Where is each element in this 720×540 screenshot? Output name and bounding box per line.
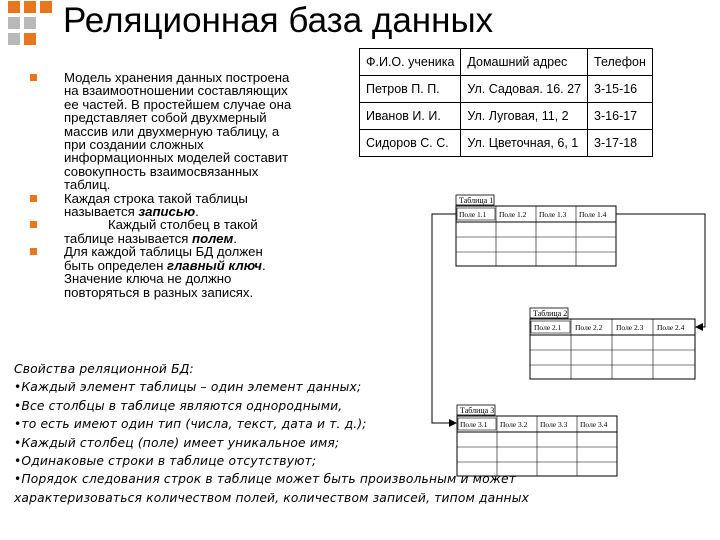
bullet-text-line: ее частей. В простейшем случае она xyxy=(64,96,292,112)
student-info-table xyxy=(359,48,653,157)
table-cell: 3-15-16 xyxy=(588,76,653,103)
diagram-field: Поле 2.2 xyxy=(575,323,603,332)
property-line: •Каждый элемент таблицы – один элемент данных; xyxy=(14,380,362,395)
table-header-row xyxy=(360,49,653,76)
diagram-field: Поле 1.2 xyxy=(499,210,527,219)
bullet-item-key xyxy=(30,245,350,299)
bullet-square-icon xyxy=(30,221,37,228)
bullet-square-icon xyxy=(30,248,37,255)
diagram-table-title: Таблица 3 xyxy=(460,406,495,415)
diagram-field: Поле 2.3 xyxy=(616,323,644,332)
table-cell: Петров П. П. xyxy=(360,76,461,103)
diagram-table-1 xyxy=(456,195,616,266)
term-record: записью xyxy=(138,204,196,220)
diagram-field: Поле 3.3 xyxy=(540,420,568,429)
bullet-text-line: Модель хранения данных построена xyxy=(64,70,290,85)
bullet-text-line: быть определен главный ключ. xyxy=(64,257,266,273)
diagram-field: Поле 3.1 xyxy=(460,420,488,429)
connector-t1-t2 xyxy=(616,214,705,327)
table-row xyxy=(360,76,653,103)
bullet-text-line: таблиц. xyxy=(64,177,111,193)
bullet-text-line: на взаимоотношении составляющих xyxy=(64,83,288,99)
diagram-field: Поле 1.3 xyxy=(539,210,567,219)
diagram-field: Поле 1.1 xyxy=(459,210,487,219)
table-header-cell: Домашний адрес xyxy=(461,49,588,76)
bullet-text-line: массив или двухмерную таблицу, а xyxy=(64,123,280,139)
bullet-item-record xyxy=(30,192,350,219)
diagram-table-title: Таблица 1 xyxy=(459,196,494,205)
diagram-field: Поле 3.4 xyxy=(580,420,608,429)
bullet-text-line: при создании сложных xyxy=(64,137,204,153)
bullet-item-model xyxy=(30,71,350,192)
bullet-text-line: называется записью. xyxy=(64,204,199,220)
table-cell: Сидоров С. С. xyxy=(360,130,461,157)
bullet-list xyxy=(30,71,350,299)
bullet-text-line: Для каждой таблицы БД должен xyxy=(64,244,263,260)
bullet-text-line: представляет собой двухмерный xyxy=(64,110,267,126)
deco-square-gray-3 xyxy=(8,33,20,45)
property-line: •то есть имеют один тип (числа, текст, дата и т. д.); xyxy=(14,417,367,432)
deco-square-orange-4 xyxy=(24,33,36,45)
deco-square-orange-3 xyxy=(40,1,52,13)
deco-square-orange-2 xyxy=(24,1,36,13)
bullet-text-line: информационных моделей составит xyxy=(64,150,289,166)
bullet-text-line: таблице называется полем. xyxy=(64,230,237,246)
deco-square-gray-1 xyxy=(8,17,20,29)
property-line: •Порядок следования строк в таблице может быть произвольным и может xyxy=(14,472,517,487)
property-line: •Все столбцы в таблице являются однородными, xyxy=(14,398,343,413)
table-cell: Ул. Садовая. 16. 27 xyxy=(461,76,588,103)
diagram-field: Поле 2.1 xyxy=(534,323,562,332)
slide-title: Реляционная база данных xyxy=(63,1,494,40)
bullet-item-field xyxy=(30,218,350,245)
deco-square-gray-2 xyxy=(24,17,36,29)
bullet-text-line: повторяться в разных записях. xyxy=(64,284,254,300)
table-row xyxy=(360,103,653,130)
table-header-cell: Телефон xyxy=(588,49,653,76)
property-line: •Каждый столбец (поле) имеет уникальное имя; xyxy=(14,435,340,450)
bullet-square-icon xyxy=(30,195,37,202)
diagram-field: Поле 2.4 xyxy=(657,323,685,332)
table-header-cell: Ф.И.О. ученика xyxy=(360,49,461,76)
table-cell: 3-17-18 xyxy=(588,130,653,157)
table-cell: Ул. Луговая, 11, 2 xyxy=(461,103,588,130)
diagram-field: Поле 3.2 xyxy=(500,420,528,429)
diagram-field: Поле 1.4 xyxy=(579,210,607,219)
bullet-text-line: Значение ключа не должно xyxy=(64,271,232,287)
properties-block xyxy=(14,360,654,507)
table-cell: 3-16-17 xyxy=(588,103,653,130)
deco-square-orange-1 xyxy=(8,1,20,13)
term-primary-key: главный ключ xyxy=(167,257,262,273)
properties-heading: Свойства реляционной БД: xyxy=(14,362,194,376)
diagram-table-title: Таблица 2 xyxy=(533,309,568,318)
bullet-text-line: Каждая строка такой таблицы xyxy=(64,190,248,206)
table-cell: Ул. Цветочная, 6, 1 xyxy=(461,130,588,157)
property-line: •Одинаковые строки в таблице отсутствуют; xyxy=(14,454,317,469)
property-line: характеризоваться количеством полей, количеством записей, типом данных xyxy=(14,490,530,505)
bullet-text-line: совокупность взаимосвязанных xyxy=(64,163,259,179)
table-row xyxy=(360,130,653,157)
term-field: полем xyxy=(192,230,234,246)
bullet-square-icon xyxy=(30,74,37,81)
bullet-text-line: Каждый столбец в такой xyxy=(108,217,258,233)
table-cell: Иванов И. И. xyxy=(360,103,461,130)
